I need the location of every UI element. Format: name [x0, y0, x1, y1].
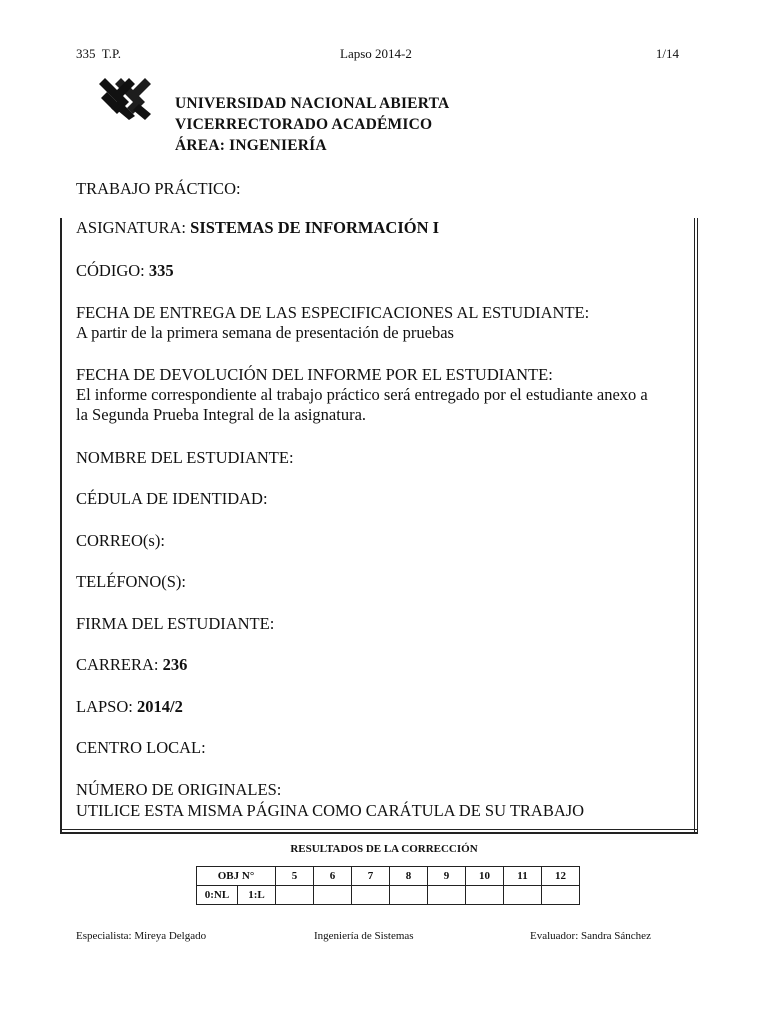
frame-bottom-border	[60, 829, 698, 830]
result-cell	[314, 886, 352, 905]
correo-label: CORREO(s):	[76, 531, 165, 550]
frame-right-border	[694, 218, 695, 834]
asignatura-value: SISTEMAS DE INFORMACIÓN I	[190, 218, 440, 237]
result-cell	[466, 886, 504, 905]
nl-legend: 0:NL	[197, 886, 238, 905]
footer-program: Ingeniería de Sistemas	[314, 930, 414, 942]
asignatura-field	[76, 218, 439, 238]
telefono-label: TELÉFONO(S):	[76, 572, 186, 591]
lapso-field	[76, 697, 183, 717]
codigo-label: CÓDIGO:	[76, 261, 149, 280]
obj-number-header: OBJ N°	[197, 867, 276, 886]
table-row	[197, 886, 580, 905]
institution-area: ÁREA: INGENIERÍA	[175, 137, 327, 154]
una-logo-icon	[99, 78, 151, 120]
objective-header: 12	[542, 867, 580, 886]
objective-header: 7	[352, 867, 390, 886]
carrera-label: CARRERA:	[76, 655, 163, 674]
objective-header: 9	[428, 867, 466, 886]
nombre-estudiante-label: NOMBRE DEL ESTUDIANTE:	[76, 448, 294, 467]
header-page-number: 1/14	[655, 46, 679, 61]
fecha-entrega-label: FECHA DE ENTREGA DE LAS ESPECIFICACIONES AL ESTUDIANTE:	[76, 303, 590, 322]
lapso-label: LAPSO:	[76, 697, 137, 716]
institution-name: UNIVERSIDAD NACIONAL ABIERTA	[175, 95, 450, 112]
lapso-value: 2014/2	[136, 697, 183, 716]
institution-vicerrectorado: VICERRECTORADO ACADÉMICO	[175, 116, 433, 133]
carrera-value: 236	[162, 655, 188, 674]
result-cell	[504, 886, 542, 905]
cedula-label: CÉDULA DE IDENTIDAD:	[76, 489, 268, 508]
frame-bottom-border-thick	[60, 832, 698, 834]
frame-right-border-inner	[697, 218, 698, 834]
objective-header: 6	[314, 867, 352, 886]
result-cell	[390, 886, 428, 905]
codigo-field	[76, 261, 174, 281]
asignatura-label: ASIGNATURA:	[76, 218, 191, 237]
frame-left-border	[60, 218, 62, 834]
objective-header: 5	[276, 867, 314, 886]
caratula-note: UTILICE ESTA MISMA PÁGINA COMO CARÁTULA DE SU TRABAJO	[76, 801, 585, 820]
carrera-field	[76, 655, 187, 675]
result-cell	[352, 886, 390, 905]
result-cell	[428, 886, 466, 905]
objective-header: 10	[466, 867, 504, 886]
header-period: Lapso 2014-2	[340, 46, 412, 61]
header-course-code: 335 T.P.	[76, 46, 122, 61]
codigo-value: 335	[148, 261, 174, 280]
fecha-devolucion-label: FECHA DE DEVOLUCIÓN DEL INFORME POR EL ESTUDIANTE:	[76, 365, 553, 384]
result-cell	[276, 886, 314, 905]
fecha-entrega-value: A partir de la primera semana de presentación de pruebas	[76, 323, 454, 342]
objective-header: 8	[390, 867, 428, 886]
fecha-devolucion-text-2: la Segunda Prueba Integral de la asignatura.	[76, 405, 367, 424]
result-cell	[542, 886, 580, 905]
footer-specialist: Especialista: Mireya Delgado	[76, 930, 207, 942]
document-title: TRABAJO PRÁCTICO:	[76, 179, 241, 198]
numero-originales-label: NÚMERO DE ORIGINALES:	[76, 780, 282, 799]
results-table	[196, 866, 580, 905]
objective-header: 11	[504, 867, 542, 886]
table-row	[197, 867, 580, 886]
fecha-devolucion-text-1: El informe correspondiente al trabajo práctico será entregado por el estudiante anexo a	[76, 385, 648, 404]
l-legend: 1:L	[238, 886, 276, 905]
results-title: RESULTADOS DE LA CORRECCIÓN	[290, 843, 478, 855]
centro-local-label: CENTRO LOCAL:	[76, 738, 206, 757]
firma-label: FIRMA DEL ESTUDIANTE:	[76, 614, 275, 633]
footer-evaluator: Evaluador: Sandra Sánchez	[530, 930, 651, 942]
